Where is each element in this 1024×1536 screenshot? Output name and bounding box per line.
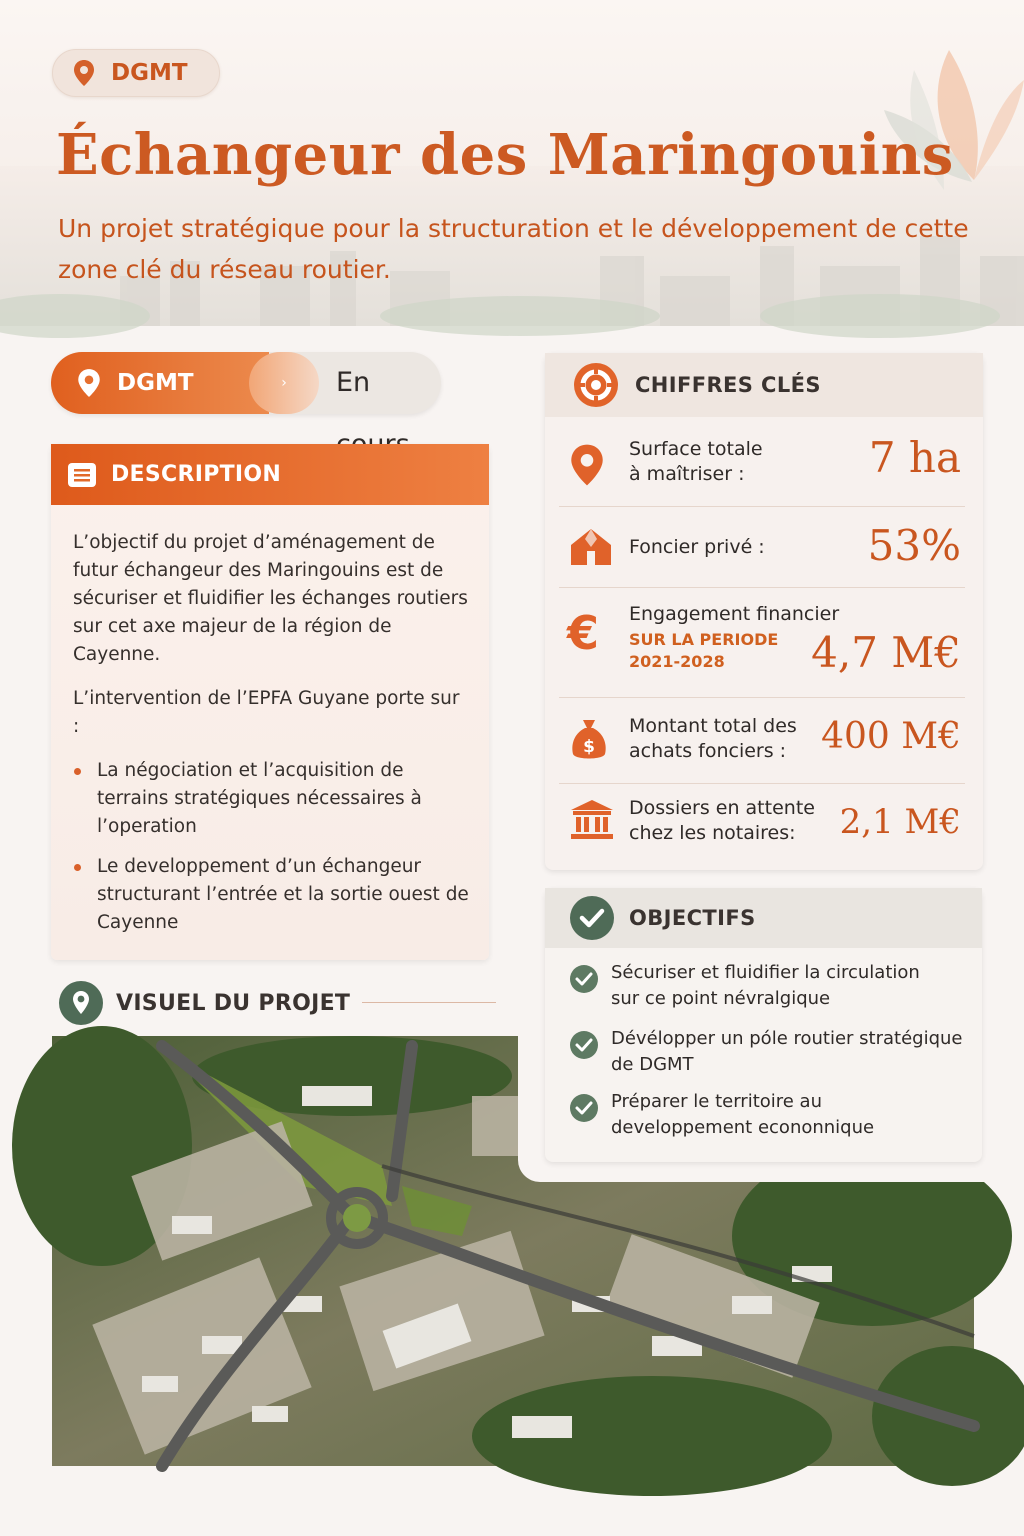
key-figure-row <box>559 784 965 864</box>
key-figure-row <box>559 588 965 698</box>
divider <box>362 1002 496 1003</box>
key-figure-value: 2,1 M€ <box>839 802 961 842</box>
status-pill <box>51 352 441 414</box>
map-pin-icon <box>73 59 95 87</box>
objective-line: Sécuriser et fluidifier la circulation <box>611 962 920 983</box>
objective-text <box>611 960 920 1012</box>
label-subline: SUR LA PERIODE <box>629 630 779 649</box>
status-org-label: DGMT <box>117 370 194 396</box>
check-circle-icon <box>569 1093 599 1123</box>
objective-line: developpement econonnique <box>611 1117 875 1138</box>
description-paragraph: L’objectif du projet d’aménagement de futur échangeur des Maringouins est de sécuriser et fluidifier les échanges routiers sur cet axe majeur de la région de Cayenne. <box>73 532 468 665</box>
check-circle-icon <box>569 1030 599 1060</box>
bank-icon <box>569 798 615 840</box>
key-figures-heading: CHIFFRES CLÉS <box>635 373 821 397</box>
document-icon <box>67 462 97 488</box>
key-figure-value: 400 M€ <box>821 716 961 757</box>
key-figures-card <box>545 353 983 870</box>
objectives-card <box>545 888 982 1162</box>
page-subtitle: Un projet stratégique pour la structuration et le développement de cette zone clé du réseau routier. <box>58 214 969 284</box>
objectives-heading: OBJECTIFS <box>629 906 756 930</box>
objective-line: de DGMT <box>611 1054 694 1075</box>
label-line: Montant total des <box>629 715 797 737</box>
description-header <box>51 444 489 505</box>
description-list <box>73 757 469 937</box>
description-heading: DESCRIPTION <box>111 462 282 487</box>
label-line: Surface totale <box>629 438 763 460</box>
objective-text <box>611 1026 963 1078</box>
objective-text <box>611 1089 874 1141</box>
visuel-heading: VISUEL DU PROJET <box>116 990 351 1016</box>
key-figure-row <box>559 507 965 588</box>
label-subline: 2021-2028 <box>629 652 725 671</box>
key-figure-value: 4,7 M€ <box>811 628 961 677</box>
label-line: achats fonciers : <box>629 740 787 762</box>
objective-item <box>569 960 969 1018</box>
objective-line: sur ce point névralgique <box>611 988 831 1009</box>
house-icon <box>569 527 613 567</box>
key-figure-value: 53% <box>867 521 961 570</box>
objective-item <box>569 1089 969 1147</box>
key-figure-label <box>629 437 763 487</box>
key-figure-label <box>629 714 797 764</box>
objective-item <box>569 1026 969 1084</box>
description-body <box>51 505 489 937</box>
status-org <box>51 352 269 414</box>
key-figures-header <box>545 353 983 417</box>
objectives-header <box>545 888 982 948</box>
check-circle-icon <box>569 895 615 941</box>
chevron-right-icon: › <box>249 352 319 414</box>
check-circle-icon <box>569 964 599 994</box>
hero-banner <box>0 0 1024 326</box>
key-figure-row <box>559 698 965 784</box>
map-pin-icon <box>58 980 104 1026</box>
map-pin-icon <box>569 443 605 487</box>
target-icon <box>573 362 619 408</box>
status-state: En <box>336 367 371 398</box>
list-item: Le developpement d’un échangeur structurant l’entrée et la sortie ouest de Cayenne <box>73 853 469 937</box>
euro-icon: € <box>567 606 600 660</box>
key-figure-value: 7 ha <box>868 433 961 482</box>
key-figure-label <box>629 602 839 673</box>
description-card <box>51 444 489 960</box>
key-figure-row <box>559 425 965 507</box>
map-pin-icon <box>77 368 101 398</box>
svg-text:$: $ <box>583 737 595 757</box>
label-line: chez les notaires: <box>629 822 796 844</box>
objective-line: Dévélopper un póle routier stratégique <box>611 1028 963 1049</box>
key-figure-label <box>629 796 815 846</box>
key-figure-label: Foncier privé : <box>629 536 765 558</box>
visuel-heading-row <box>58 980 350 1026</box>
page-title: Échangeur des Maringouins <box>56 122 954 188</box>
objective-line: Préparer le territoire au <box>611 1091 822 1112</box>
org-badge-label: DGMT <box>111 60 188 86</box>
label-line: Dossiers en attente <box>629 797 815 819</box>
money-bag-icon <box>569 716 609 762</box>
label-line: Engagement financier <box>629 603 840 625</box>
org-badge <box>52 49 220 97</box>
description-paragraph: L’intervention de l’EPFA Guyane porte sur : <box>73 688 460 737</box>
label-line: à maîtriser : <box>629 463 745 485</box>
list-item: La négociation et l’acquisition de terrains stratégiques nécessaires à l’operation <box>73 757 469 841</box>
